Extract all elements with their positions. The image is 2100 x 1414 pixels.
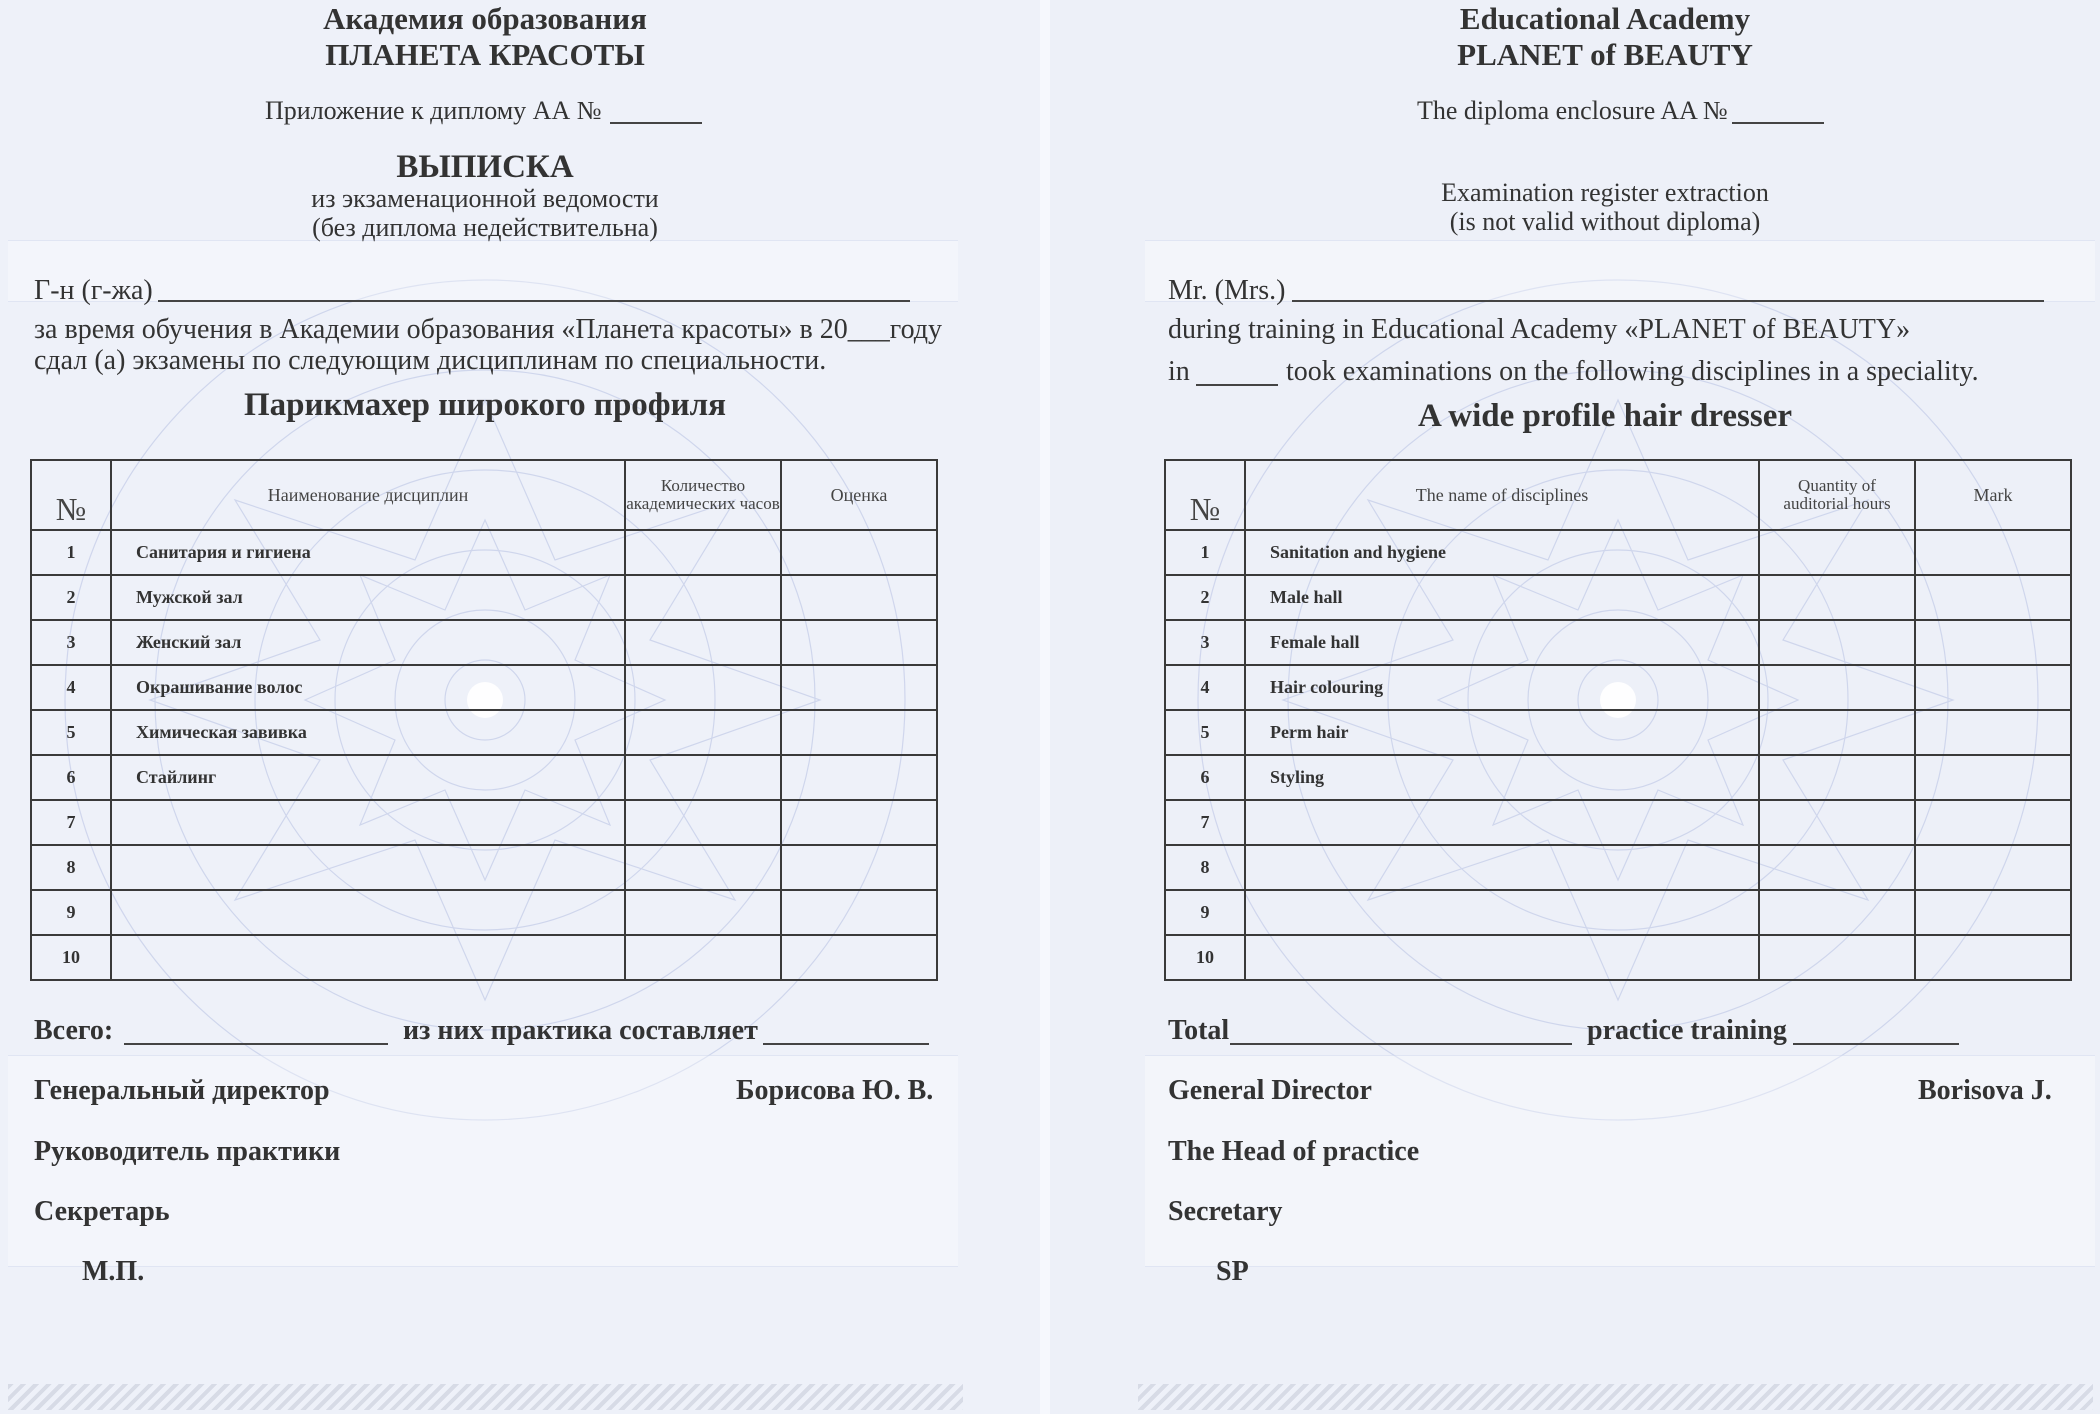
training-sentence: during training in Educational Academy «PLANET of BEAUTY» bbox=[1168, 314, 1911, 345]
practice-line[interactable] bbox=[763, 1043, 929, 1045]
table-row bbox=[31, 620, 937, 665]
mark-cell[interactable] bbox=[1915, 665, 2071, 710]
stamp-label: М.П. bbox=[82, 1256, 145, 1287]
secretary-label: Secretary bbox=[1168, 1196, 1283, 1227]
row-number: 3 bbox=[31, 620, 111, 665]
header-discipline: The name of disciplines bbox=[1245, 460, 1759, 530]
mark-cell[interactable] bbox=[1915, 710, 2071, 755]
validity-note: (is not valid without diploma) bbox=[1449, 207, 1761, 236]
header-number: № bbox=[31, 460, 111, 530]
table-row bbox=[1165, 845, 2071, 890]
mark-cell[interactable] bbox=[781, 665, 937, 710]
row-number: 8 bbox=[1165, 845, 1245, 890]
row-number: 6 bbox=[31, 755, 111, 800]
mark-cell[interactable] bbox=[1915, 800, 2071, 845]
table-row bbox=[1165, 575, 2071, 620]
discipline-name[interactable] bbox=[111, 935, 625, 980]
row-number: 9 bbox=[1165, 890, 1245, 935]
discipline-name: Hair colouring bbox=[1245, 665, 1759, 710]
exam-sentence: took examinations on the following disciplines in a speciality. bbox=[1286, 356, 1979, 387]
table-row bbox=[31, 530, 937, 575]
table-row bbox=[1165, 665, 2071, 710]
hours-cell[interactable] bbox=[1759, 935, 1915, 980]
mark-cell[interactable] bbox=[781, 575, 937, 620]
mark-cell[interactable] bbox=[781, 710, 937, 755]
hours-cell[interactable] bbox=[1759, 800, 1915, 845]
discipline-name: Perm hair bbox=[1245, 710, 1759, 755]
mark-cell[interactable] bbox=[1915, 575, 2071, 620]
row-number: 7 bbox=[31, 800, 111, 845]
hours-cell[interactable] bbox=[1759, 710, 1915, 755]
director-label: Генеральный директор bbox=[34, 1075, 330, 1106]
discipline-name[interactable] bbox=[111, 890, 625, 935]
hours-cell[interactable] bbox=[625, 575, 781, 620]
table-row bbox=[31, 710, 937, 755]
total-line[interactable] bbox=[124, 1043, 388, 1045]
mark-cell[interactable] bbox=[1915, 890, 2071, 935]
discipline-name[interactable] bbox=[1245, 890, 1759, 935]
mark-cell[interactable] bbox=[1915, 845, 2071, 890]
discipline-name[interactable] bbox=[1245, 935, 1759, 980]
academy-name: Educational Academy bbox=[1459, 1, 1751, 36]
hours-cell[interactable] bbox=[625, 665, 781, 710]
table-row bbox=[31, 845, 937, 890]
header-hours: Количество академических часов bbox=[625, 460, 781, 530]
english-page bbox=[1050, 0, 2100, 1414]
table-header-row bbox=[31, 460, 937, 530]
discipline-name: Styling bbox=[1245, 755, 1759, 800]
row-number: 2 bbox=[1165, 575, 1245, 620]
exam-sentence-prefix: in bbox=[1168, 356, 1190, 387]
hours-cell[interactable] bbox=[1759, 665, 1915, 710]
table-row bbox=[1165, 710, 2071, 755]
academy-brand: PLANET of BEAUTY bbox=[1457, 37, 1753, 72]
exam-sentence: сдал (а) экзамены по следующим дисциплинам по специальности. bbox=[34, 345, 827, 376]
practice-line[interactable] bbox=[1793, 1043, 1959, 1045]
row-number: 10 bbox=[31, 935, 111, 980]
discipline-name: Стайлинг bbox=[111, 755, 625, 800]
validity-note: (без диплома недействительна) bbox=[312, 213, 658, 242]
table-row bbox=[1165, 620, 2071, 665]
specialty-title: Парикмахер широкого профиля bbox=[243, 387, 727, 423]
total-line[interactable] bbox=[1230, 1043, 1572, 1045]
enclosure-label: Приложение к диплому АА № bbox=[265, 96, 602, 125]
director-name: Borisova J. bbox=[1918, 1075, 2052, 1106]
name-line[interactable] bbox=[158, 300, 910, 302]
name-label: Г-н (г-жа) bbox=[34, 275, 153, 306]
hours-cell[interactable] bbox=[1759, 530, 1915, 575]
director-name: Борисова Ю. В. bbox=[736, 1075, 934, 1106]
name-line[interactable] bbox=[1292, 300, 2044, 302]
decorative-stripes bbox=[8, 1384, 963, 1410]
enclosure-number-line[interactable] bbox=[1732, 122, 1824, 124]
stamp-label: SP bbox=[1216, 1256, 1249, 1287]
mark-cell[interactable] bbox=[781, 845, 937, 890]
header-mark: Mark bbox=[1915, 460, 2071, 530]
document-title: ВЫПИСКА bbox=[396, 149, 574, 185]
discipline-name: Химическая завивка bbox=[111, 710, 625, 755]
discipline-name[interactable] bbox=[111, 800, 625, 845]
hours-cell[interactable] bbox=[1759, 575, 1915, 620]
table-row bbox=[1165, 935, 2071, 980]
practice-label: practice training bbox=[1587, 1015, 1787, 1046]
table-header-row bbox=[1165, 460, 2071, 530]
hours-cell[interactable] bbox=[625, 935, 781, 980]
discipline-name: Female hall bbox=[1245, 620, 1759, 665]
hours-cell[interactable] bbox=[1759, 845, 1915, 890]
discipline-name[interactable] bbox=[111, 845, 625, 890]
specialty-title: A wide profile hair dresser bbox=[1418, 398, 1792, 434]
practice-head-label: Руководитель практики bbox=[34, 1136, 341, 1167]
hours-cell[interactable] bbox=[625, 620, 781, 665]
mark-cell[interactable] bbox=[781, 935, 937, 980]
table-row bbox=[1165, 530, 2071, 575]
row-number: 9 bbox=[31, 890, 111, 935]
mark-cell[interactable] bbox=[781, 530, 937, 575]
mark-cell[interactable] bbox=[1915, 530, 2071, 575]
discipline-name: Sanitation and hygiene bbox=[1245, 530, 1759, 575]
academy-name: Академия образования bbox=[323, 1, 647, 36]
practice-label: из них практика составляет bbox=[403, 1015, 758, 1046]
total-label: Total bbox=[1168, 1015, 1230, 1046]
table-row bbox=[31, 575, 937, 620]
discipline-name: Окрашивание волос bbox=[111, 665, 625, 710]
row-number: 5 bbox=[1165, 710, 1245, 755]
hours-cell[interactable] bbox=[1759, 755, 1915, 800]
disciplines-table bbox=[1164, 459, 2072, 981]
mark-cell[interactable] bbox=[1915, 755, 2071, 800]
discipline-name: Женский зал bbox=[111, 620, 625, 665]
header-hours: Quantity of auditorial hours bbox=[1759, 460, 1915, 530]
mark-cell[interactable] bbox=[781, 890, 937, 935]
row-number: 4 bbox=[31, 665, 111, 710]
row-number: 1 bbox=[31, 530, 111, 575]
header-mark: Оценка bbox=[781, 460, 937, 530]
discipline-name: Санитария и гигиена bbox=[111, 530, 625, 575]
table-row bbox=[1165, 890, 2071, 935]
table-row bbox=[31, 665, 937, 710]
academy-brand: ПЛАНЕТА КРАСОТЫ bbox=[325, 37, 645, 72]
hours-cell[interactable] bbox=[625, 710, 781, 755]
row-number: 5 bbox=[31, 710, 111, 755]
hours-cell[interactable] bbox=[625, 800, 781, 845]
header-discipline: Наименование дисциплин bbox=[111, 460, 625, 530]
mark-cell[interactable] bbox=[781, 800, 937, 845]
discipline-name[interactable] bbox=[1245, 845, 1759, 890]
secretary-label: Секретарь bbox=[34, 1196, 170, 1227]
decorative-band bbox=[1145, 240, 2095, 302]
discipline-name[interactable] bbox=[1245, 800, 1759, 845]
mark-cell[interactable] bbox=[781, 755, 937, 800]
hours-cell[interactable] bbox=[625, 890, 781, 935]
practice-head-label: The Head of practice bbox=[1168, 1136, 1420, 1167]
year-line[interactable] bbox=[1196, 384, 1278, 386]
table-row bbox=[1165, 800, 2071, 845]
table-row bbox=[31, 935, 937, 980]
document-subtitle: из экзаменационной ведомости bbox=[311, 184, 659, 213]
row-number: 3 bbox=[1165, 620, 1245, 665]
table-row bbox=[31, 890, 937, 935]
row-number: 7 bbox=[1165, 800, 1245, 845]
table-row bbox=[1165, 755, 2071, 800]
decorative-stripes bbox=[1138, 1384, 2093, 1410]
mark-cell[interactable] bbox=[781, 620, 937, 665]
enclosure-number-line[interactable] bbox=[610, 122, 702, 124]
table-row bbox=[31, 755, 937, 800]
row-number: 8 bbox=[31, 845, 111, 890]
training-sentence: за время обучения в Академии образования «Планета красоты» в 20___году bbox=[34, 314, 943, 345]
row-number: 4 bbox=[1165, 665, 1245, 710]
hours-cell[interactable] bbox=[625, 845, 781, 890]
name-label: Mr. (Mrs.) bbox=[1168, 275, 1286, 306]
row-number: 10 bbox=[1165, 935, 1245, 980]
table-row bbox=[31, 800, 937, 845]
hours-cell[interactable] bbox=[625, 530, 781, 575]
disciplines-table bbox=[30, 459, 938, 981]
row-number: 6 bbox=[1165, 755, 1245, 800]
hours-cell[interactable] bbox=[1759, 890, 1915, 935]
discipline-name: Male hall bbox=[1245, 575, 1759, 620]
enclosure-label: The diploma enclosure AA № bbox=[1417, 96, 1728, 125]
mark-cell[interactable] bbox=[1915, 620, 2071, 665]
director-label: General Director bbox=[1168, 1075, 1372, 1106]
mark-cell[interactable] bbox=[1915, 935, 2071, 980]
discipline-name: Мужской зал bbox=[111, 575, 625, 620]
header-number: № bbox=[1165, 460, 1245, 530]
row-number: 1 bbox=[1165, 530, 1245, 575]
hours-cell[interactable] bbox=[1759, 620, 1915, 665]
total-label: Всего: bbox=[34, 1015, 114, 1046]
hours-cell[interactable] bbox=[625, 755, 781, 800]
row-number: 2 bbox=[31, 575, 111, 620]
document-subtitle: Examination register extraction bbox=[1441, 178, 1769, 207]
